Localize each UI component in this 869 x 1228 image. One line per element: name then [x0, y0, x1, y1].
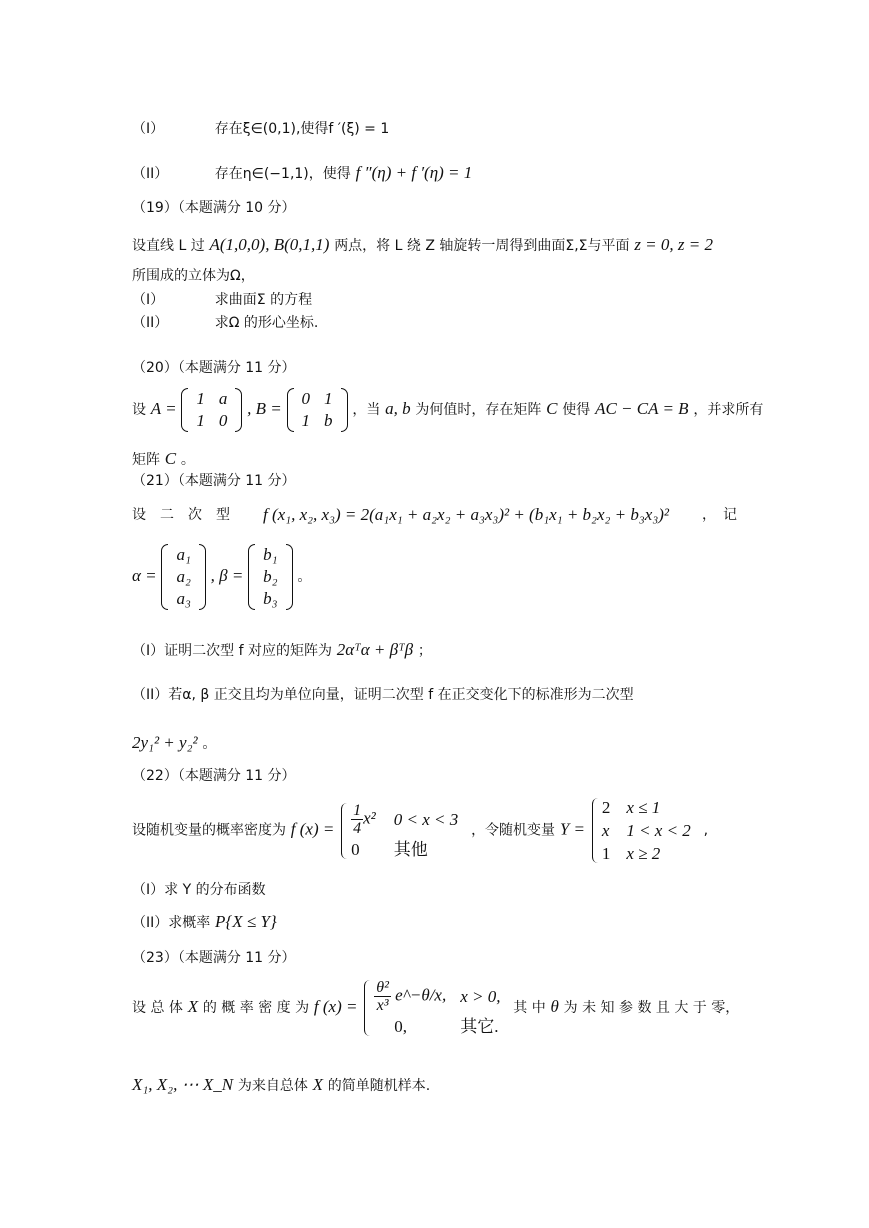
- formula: a, b: [385, 399, 411, 418]
- text: 的 概 率 密 度 为: [202, 1000, 310, 1016]
- formula: , β =: [210, 566, 244, 585]
- piecewise-y: 2 x ≤ 1 x 1 < x < 2 1 x ≥ 2: [590, 796, 699, 865]
- formula: AC − CA = B: [595, 399, 689, 418]
- item-ii: [132, 163, 472, 184]
- q19-part-ii: [132, 312, 318, 333]
- formula: C: [546, 399, 558, 418]
- formula: α =: [132, 566, 157, 585]
- q19-heading: （19）（本题满分 10 分）: [132, 200, 296, 216]
- formula: f ″(η) + f ′(η) = 1: [355, 163, 473, 182]
- formula: X: [187, 997, 199, 1016]
- text: 矩阵: [132, 452, 160, 468]
- text: ， 记: [702, 507, 737, 523]
- item-text: 存在η∈(−1,1)，使得: [214, 166, 351, 182]
- formula: A =: [150, 399, 177, 418]
- text: （II）求概率: [132, 915, 211, 931]
- piecewise-density: $\frac{1}{4}$ x² 0 < x < 3 0 其他: [339, 801, 466, 861]
- q21-part-ii-cont: [132, 733, 216, 754]
- text: 为 未 知 参 数 且 大 于 零，: [563, 1000, 740, 1016]
- formula: f (x) =: [290, 819, 335, 839]
- formula: 2αᵀα + βᵀβ: [336, 640, 414, 659]
- formula: Y =: [559, 819, 586, 839]
- text: 其 中: [513, 1000, 546, 1016]
- formula: C: [164, 449, 177, 468]
- q19-statement: [132, 235, 713, 256]
- q22-part-ii: [132, 912, 277, 933]
- text: 。: [297, 569, 312, 585]
- q23-heading: （23）（本题满分 11 分）: [132, 950, 296, 966]
- q19-statement-cont: 所围成的立体为Ω，: [132, 268, 255, 284]
- item-text: 求曲面Σ 的方程: [214, 292, 313, 308]
- text: 。: [180, 452, 195, 468]
- item-tag: （II）: [132, 315, 169, 331]
- text: ，当: [352, 402, 381, 418]
- formula: X: [312, 1075, 324, 1094]
- text: 设 二 次 型: [132, 507, 230, 523]
- text: 的简单随机样本.: [327, 1078, 431, 1094]
- formula: z = 0, z = 2: [634, 235, 713, 254]
- text: 设直线 L 过: [132, 238, 205, 254]
- q21-statement: [132, 505, 737, 525]
- item-tag: （II）: [132, 166, 169, 182]
- text: ，令随机变量: [471, 822, 556, 839]
- q22-heading: （22）（本题满分 11 分）: [132, 768, 296, 784]
- formula: , B =: [247, 399, 282, 418]
- text: （I）证明二次型 f 对应的矩阵为: [132, 643, 332, 659]
- q21-heading: （21）（本题满分 11 分）: [132, 473, 296, 489]
- formula: θ: [550, 997, 559, 1016]
- formula: P{X ≤ Y}: [215, 912, 277, 931]
- text: 两点，将 L 绕 Z 轴旋转一周得到曲面Σ,Σ与平面: [334, 238, 630, 254]
- item-tag: （I）: [132, 292, 165, 308]
- text: 使得: [562, 402, 591, 418]
- item-tag: （I）: [132, 121, 165, 137]
- q20-statement-cont: [132, 449, 195, 470]
- item-text: 求Ω 的形心坐标.: [214, 315, 319, 331]
- item-text: 存在ξ∈(0,1),使得f ′(ξ) = 1: [214, 121, 390, 137]
- item-i: [132, 118, 389, 139]
- text: ，并求所有: [693, 402, 764, 418]
- text: 。: [202, 736, 217, 752]
- q22-statement: 设随机变量的概率密度为 f (x) = $\frac{1}{4}$ x² 0 < x < 3 0 其他 ，令随机变量 Y = 2 x ≤ 1 x 1 < x < 2 1 x ≥ 2 ,: [132, 798, 709, 863]
- formula: f (x₁, x₂, x₃) = 2(a₁x₁ + a₂x₂ + a₃x₃)² + (b₁x₁ + b₂x₂ + b₃x₃)²: [262, 505, 670, 524]
- q23-statement-cont: [132, 1075, 430, 1096]
- piecewise-density-theta: $\frac{\text{θ²}}{\text{x³}}$ e^−θ/x, x > 0, 0, 其它.: [362, 978, 508, 1038]
- vector-beta: b₁ b₂ b₃: [248, 544, 292, 610]
- q21-vectors: [132, 544, 311, 610]
- text: 设随机变量的概率密度为: [132, 822, 286, 839]
- text: ；: [417, 643, 432, 659]
- matrix-a: 1 a 1 0: [181, 388, 242, 432]
- text: 设: [132, 402, 146, 418]
- formula: 2y₁² + y₂²: [132, 733, 198, 752]
- formula: X₁, X₂, ⋯ X_N: [132, 1075, 234, 1094]
- q21-part-ii: （II）若α, β 正交且均为单位向量，证明二次型 f 在正交变化下的标准形为二次型: [132, 687, 634, 703]
- q20-heading: （20）（本题满分 11 分）: [132, 360, 296, 376]
- matrix-b: 0 1 1 b: [287, 388, 348, 432]
- q21-part-i: [132, 640, 432, 661]
- formula: A(1,0,0), B(0,1,1): [209, 235, 330, 254]
- q20-statement: [132, 388, 763, 432]
- text: 为来自总体: [237, 1078, 308, 1094]
- formula: f (x) =: [313, 997, 358, 1016]
- vector-alpha: a₁ a₂ a₃: [161, 544, 205, 610]
- q19-part-i: [132, 289, 312, 310]
- text: 设 总 体: [132, 1000, 183, 1016]
- q23-statement: [132, 978, 740, 1038]
- q22-part-i: （I）求 Y 的分布函数: [132, 882, 266, 898]
- text: 为何值时，存在矩阵: [415, 402, 542, 418]
